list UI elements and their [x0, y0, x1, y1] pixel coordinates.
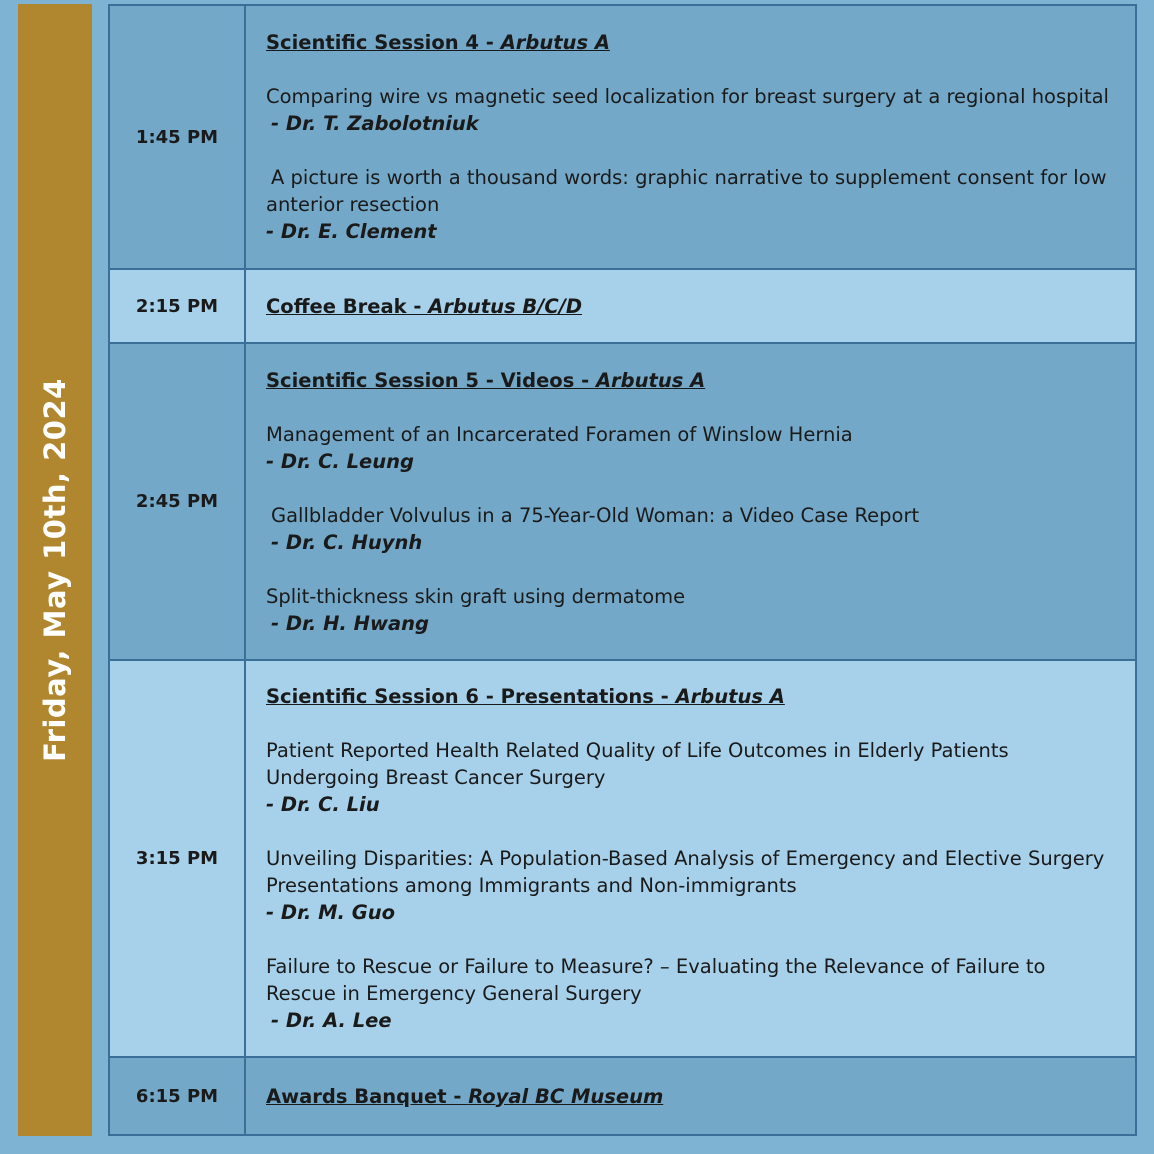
session-title: Scientific Session 5 - Videos -: [266, 368, 596, 392]
talk-author: - Dr. E. Clement: [266, 220, 437, 243]
session-location: Arbutus B/C/D: [428, 294, 583, 318]
talk-title: Comparing wire vs magnetic seed localization for breast surgery at a regional hospital: [266, 85, 1109, 108]
talk-item: [266, 83, 1113, 137]
day-sidebar: [18, 4, 92, 1136]
session-title: Coffee Break -: [266, 294, 429, 318]
session-title: Awards Banquet -: [266, 1084, 469, 1108]
session-heading: [266, 367, 1113, 394]
session-title: Scientific Session 4 -: [266, 31, 501, 54]
day-label: Friday, May 10th, 2024: [38, 378, 72, 762]
time-cell: 2:45 PM: [110, 344, 246, 659]
talk-item: [266, 845, 1113, 926]
time-cell: 3:15 PM: [110, 661, 246, 1056]
schedule-row-1815: [110, 1058, 1135, 1134]
talk-title: Split-thickness skin graft using dermatome: [266, 584, 686, 608]
schedule-row-1415: [110, 270, 1135, 344]
session-content: [246, 661, 1135, 1056]
session-content: [246, 344, 1135, 659]
schedule-row-1445: [110, 344, 1135, 661]
session-heading: [266, 1083, 1113, 1110]
talk-item: [266, 502, 1113, 556]
schedule-row-1515: [110, 661, 1135, 1058]
session-location: Arbutus A: [675, 685, 785, 708]
session-location: Arbutus A: [595, 368, 706, 392]
schedule-table: [108, 4, 1137, 1136]
talk-title: Management of an Incarcerated Foramen of Winslow Hernia: [266, 422, 853, 446]
talk-author: - Dr. C. Leung: [266, 449, 414, 473]
talk-title: Failure to Rescue or Failure to Measure? – Evaluating the Relevance of Failure to Rescue in Emergency General Surgery: [266, 955, 1046, 1005]
talk-item: [266, 583, 1113, 637]
session-heading: [266, 29, 1113, 56]
talk-title: Gallbladder Volvulus in a 75-Year-Old Woman: a Video Case Report: [271, 503, 920, 527]
talk-title: Unveiling Disparities: A Population-Based Analysis of Emergency and Elective Surgery Presentations among Immigrants and Non-immigrants: [266, 847, 1105, 897]
talk-author: - Dr. T. Zabolotniuk: [271, 112, 479, 135]
session-content: [246, 1058, 1135, 1134]
talk-item: [266, 421, 1113, 475]
talk-item: [266, 953, 1113, 1034]
session-heading: [266, 683, 1113, 710]
time-cell: 2:15 PM: [110, 270, 246, 342]
talk-title: A picture is worth a thousand words: graphic narrative to supplement consent for low anterior resection: [266, 166, 1107, 216]
session-heading: [266, 293, 1113, 320]
time-cell: 6:15 PM: [110, 1058, 246, 1134]
talk-author: - Dr. M. Guo: [266, 901, 395, 924]
session-location: Arbutus A: [500, 31, 610, 54]
session-title: Scientific Session 6 - Presentations -: [266, 685, 676, 708]
talk-author: - Dr. H. Hwang: [271, 611, 429, 635]
time-cell: 1:45 PM: [110, 6, 246, 268]
schedule-row-1345: [110, 6, 1135, 270]
talk-item: [266, 737, 1113, 818]
session-content: [246, 6, 1135, 268]
session-location: Royal BC Museum: [468, 1084, 664, 1108]
talk-author: - Dr. C. Huynh: [271, 530, 423, 554]
talk-author: - Dr. A. Lee: [271, 1009, 392, 1032]
talk-title: Patient Reported Health Related Quality of Life Outcomes in Elderly Patients Undergoing Breast Cancer Surgery: [266, 739, 1009, 789]
session-content: [246, 270, 1135, 342]
talk-author: - Dr. C. Liu: [266, 793, 380, 816]
talk-item: [266, 164, 1113, 245]
